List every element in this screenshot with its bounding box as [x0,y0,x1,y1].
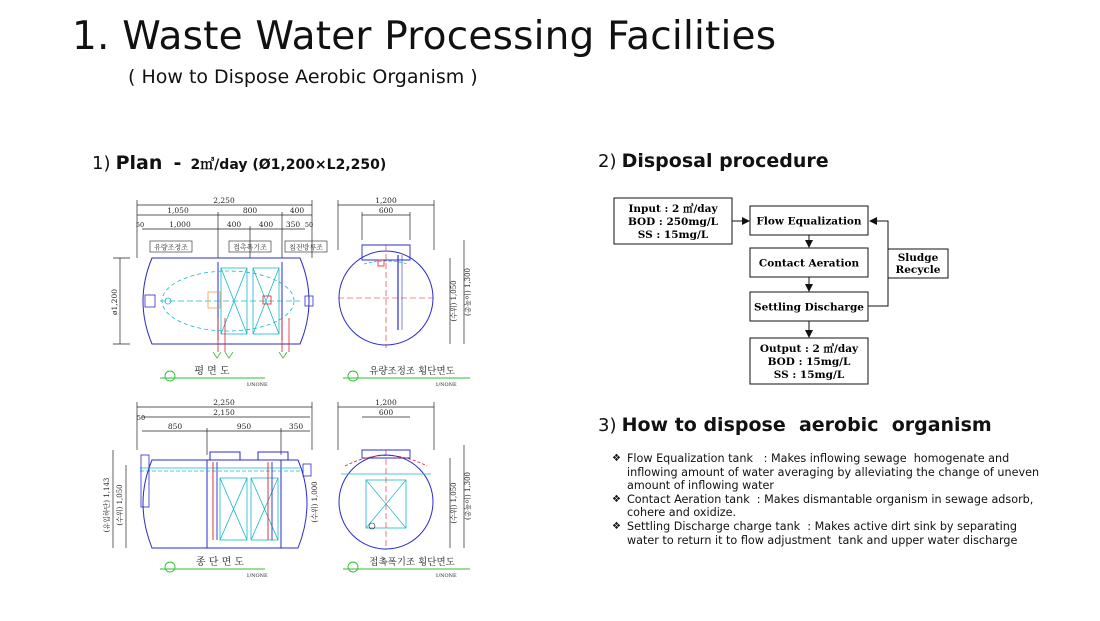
dim-label: (유입하단) 1,143 [103,477,111,533]
sludge-recycle-box [888,249,948,278]
longitudinal-water-level [140,468,302,540]
plan-supports [213,352,287,358]
dim-label: 50 [304,221,314,229]
step-contact-aeration [750,248,868,277]
output-box [750,338,868,384]
aerobic-heading [598,414,992,436]
dim-label: (수위) 1,000 [311,481,319,523]
plan-pipes [208,292,289,352]
dim-label: (총높이) 1,300 [464,267,472,317]
scale-text: 1/NONE [246,573,268,579]
dim-label: 600 [378,408,394,417]
compartment-label: 유량조정조 [154,243,188,252]
aerobic-title: How to dispose aerobic organism [621,414,992,436]
dim-label: 600 [378,206,394,215]
output-line: SS : 15mg/L [773,369,845,381]
input-box [614,198,732,244]
disposal-flow-diagram [600,190,960,390]
plan-spec: 2㎥/day (Ø1,200×L2,250) [190,157,387,173]
compartment-label: 침전방류조 [289,243,323,252]
section-view-bottom [338,398,472,550]
caption-text: 유량조정조 횡단면도 [369,366,455,377]
dim-label: 400 [258,220,274,229]
compartment-labels [150,241,327,252]
aerobic-bullet-list [612,452,1062,547]
step-label: Contact Aeration [758,257,860,270]
recycle-line: Sludge [897,252,939,264]
caption-longitudinal [160,555,268,579]
section-view-top [338,196,472,348]
input-line: BOD : 250mg/L [627,216,719,228]
bullet-line: Flow Equalization tank : Makes inflowing sewage homogenate and [627,452,1010,465]
dim-label: 1,200 [375,196,397,205]
diamond-bullet-icon: ❖ [612,493,621,505]
dim-label: 1,000 [169,220,191,229]
longitudinal-tank-outline [143,452,307,548]
plan-dash: - [173,152,182,174]
list-item [612,452,1062,493]
input-line: SS : 15mg/L [637,229,709,241]
page-subtitle: ( How to Dispose Aerobic Organism ) [128,66,478,88]
longitudinal-dims [113,402,312,548]
dim-label: 800 [242,206,258,215]
dim-label: 400 [226,220,242,229]
caption-bottom-section [343,556,470,579]
bullet-line: inflowing amount of water averaging by alleviating the change of uneven [627,465,1040,479]
compartment-label: 접촉폭기조 [233,243,267,252]
dim-label: 950 [236,422,252,431]
scale-text: 1/NONE [435,573,457,579]
recycle-line: Recycle [895,264,941,276]
step-label: Settling Discharge [754,301,864,314]
disposal-number: 2) [598,151,617,172]
longitudinal-inlet [141,455,311,507]
dim-label: (수위) 1,050 [450,280,458,322]
bullet-line: Contact Aeration tank : Makes dismantable organism in sewage adsorb, [627,492,1034,506]
caption-text: 종 단 면 도 [195,557,245,568]
caption-top-section [343,365,470,388]
plan-drawings [100,190,500,590]
recycle-arrow [868,221,888,306]
step-settling-discharge [750,292,868,321]
diamond-bullet-icon: ❖ [612,453,621,464]
diameter-label: ø1,200 [110,289,119,315]
plan-heading [92,152,386,174]
list-item [612,520,1062,547]
dim-label: 1,200 [375,398,397,407]
aerobic-number: 3) [598,415,617,436]
dim-label: 2,250 [213,196,235,205]
dim-label: 50 [136,414,146,422]
bullet-line: Settling Discharge charge tank : Makes active dirt sink by separating [627,519,1017,533]
caption-text: 접촉폭기조 횡단면도 [369,557,455,568]
output-line: BOD : 15mg/L [767,356,851,368]
plan-title: Plan [115,152,163,174]
longitudinal-pipes [213,462,272,540]
scale-text: 1/NONE [246,382,268,388]
dim-label: 400 [289,206,305,215]
dim-label: 50 [135,221,145,229]
input-line: Input : 2 ㎥/day [628,203,718,215]
dim-label: 350 [285,220,301,229]
plan-view-dim-labels [136,196,313,229]
caption-plan-view [160,364,268,388]
diamond-bullet-icon: ❖ [612,520,621,532]
bullet-line: amount of inflowing water [627,479,775,493]
step-label: Flow Equalization [756,215,862,228]
dim-label: 1,050 [167,206,189,215]
list-item [612,493,1062,520]
disposal-title: Disposal procedure [621,150,829,172]
caption-text: 평 면 도 [194,366,230,377]
step-flow-equalization [750,206,868,235]
plan-media [160,268,300,334]
dim-label: 850 [167,422,183,431]
dim-label: 2,150 [213,408,235,417]
longitudinal-dim-labels [102,398,319,532]
dim-label: 2,250 [213,398,235,407]
output-line: Output : 2 ㎥/day [759,343,859,355]
bullet-line: water to return it to flow adjustment tank and upper water discharge [627,533,1018,547]
bullet-line: cohere and oxidize. [627,506,737,520]
scale-text: 1/NONE [435,382,457,388]
disposal-heading [598,150,829,172]
page-title: 1. Waste Water Processing Facilities [72,14,777,59]
plan-number: 1) [92,153,111,174]
dim-label: (수위) 1,050 [116,484,124,526]
dim-label: (수위) 1,050 [450,482,458,524]
dim-label: (총높이) 1,300 [464,471,472,521]
dim-label: 350 [288,422,304,431]
